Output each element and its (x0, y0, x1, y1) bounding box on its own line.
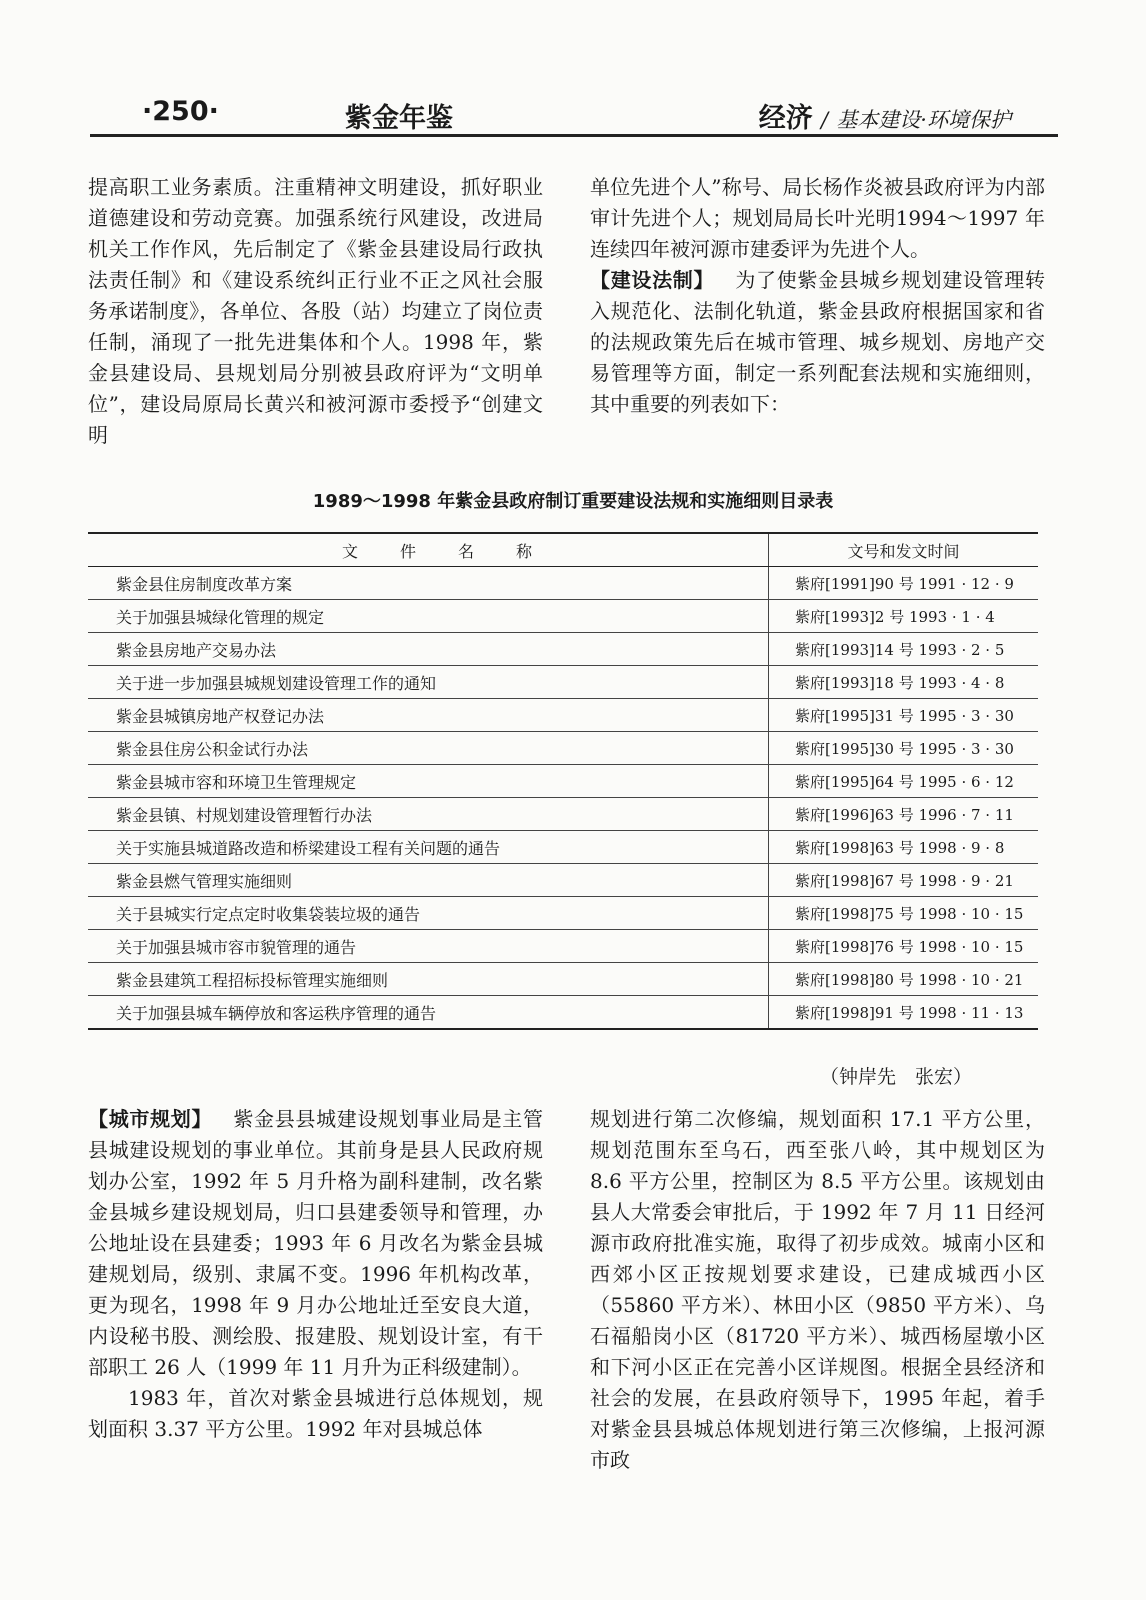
section-label (759, 96, 1011, 135)
table-row (88, 963, 1038, 996)
section-tag-planning: 【城市规划】 (88, 1107, 213, 1131)
row-name: 紫金县燃气管理实施细则 (88, 864, 769, 897)
running-header (90, 96, 1056, 136)
paragraph-continued-right: 单位先进个人”称号、局长杨作炎被县政府评为内部审计先进个人；规划局局长叶光明1994～1997 年连续四年被河源市建委评为先进个人。 (590, 175, 1045, 261)
table-row (88, 897, 1038, 930)
table-header-row (88, 533, 1038, 567)
row-name: 紫金县住房制度改革方案 (88, 567, 769, 600)
table-row (88, 765, 1038, 798)
table-row (88, 567, 1038, 600)
row-name: 紫金县房地产交易办法 (88, 633, 769, 666)
table-row (88, 699, 1038, 732)
page-number: ·250· (142, 96, 219, 127)
row-doc: 紫府[1993]14 号 1993 · 2 · 5 (769, 633, 1039, 666)
row-doc: 紫府[1998]91 号 1998 · 11 · 13 (769, 996, 1039, 1030)
legal-text: 为了使紫金县城乡规划建设管理转入规范化、法制化轨道，紫金县政府根据国家和省的法规政策先后在城市管理、城乡规划、房地产交易管理等方面，制定一系列配套法规和实施细则，其中重要的列表如下： (590, 268, 1046, 416)
paragraph-continued: 提高职工业务素质。注重精神文明建设，抓好职业道德建设和劳动竞赛。加强系统行风建设，改进局机关工作作风，先后制定了《紫金县建设局行政执法责任制》和《建设系统纠正行业不正之风社会服务承诺制度》，各单位、各股（站）均建立了岗位责任制，涌现了一批先进集体和个人。1998 年，紫金县建设局、县规划局分别被县政府评为“文明单位”，建设局原局长黄兴和被河源市委授予“创建文明 (88, 175, 543, 447)
book-title: 紫金年鉴 (345, 103, 453, 134)
row-name: 关于进一步加强县城规划建设管理工作的通知 (88, 666, 769, 699)
row-doc: 紫府[1991]90 号 1991 · 12 · 9 (769, 567, 1039, 600)
top-left-column (88, 172, 543, 451)
header-rule (90, 134, 1058, 137)
row-name: 紫金县镇、村规划建设管理暂行办法 (88, 798, 769, 831)
table-row (88, 996, 1038, 1030)
table-row (88, 798, 1038, 831)
header-doc-name: 文件名称 (88, 533, 769, 567)
row-name: 紫金县城市容和环境卫生管理规定 (88, 765, 769, 798)
paragraph-planning (88, 1104, 543, 1383)
table-row (88, 831, 1038, 864)
author-credit: （钟岸先 张宏） (820, 1066, 973, 1088)
top-right-column (590, 172, 1045, 420)
planning-text: 紫金县县城建设规划事业局是主管县城建设规划的事业单位。其前身是县人民政府规划办公室，1992 年 5 月升格为副科建制，改名紫金县城乡建设规划局，归口县建委领导和管理，办公地址设在县建委；1993 年 6 月改名为紫金县城建规划局，级别、隶属不变。1996 年机构改革，更为现名，1998 年 9 月办公地址迁至安良大道，内设秘书股、测绘股、报建股、规划设计室，有干部职工 26 人（1999 年 11 月升为正科级建制）。 (88, 1107, 544, 1379)
paragraph-1983: 1983 年，首次对紫金县城进行总体规划，规划面积 3.37 平方公里。1992 年对县城总体 (88, 1386, 543, 1441)
row-name: 关于加强县城市容市貌管理的通告 (88, 930, 769, 963)
table-title: 1989～1998 年紫金县政府制订重要建设法规和实施细则目录表 (312, 491, 834, 512)
table-row (88, 930, 1038, 963)
paragraph-legal (590, 265, 1045, 420)
header-doc-number: 文号和发文时间 (769, 533, 1039, 567)
row-doc: 紫府[1996]63 号 1996 · 7 · 11 (769, 798, 1039, 831)
row-name: 紫金县建筑工程招标投标管理实施细则 (88, 963, 769, 996)
row-doc: 紫府[1998]67 号 1998 · 9 · 21 (769, 864, 1039, 897)
table-row (88, 732, 1038, 765)
row-name: 关于实施县城道路改造和桥梁建设工程有关问题的通告 (88, 831, 769, 864)
bottom-left-column (88, 1104, 543, 1445)
row-doc: 紫府[1993]18 号 1993 · 4 · 8 (769, 666, 1039, 699)
row-name: 关于县城实行定点定时收集袋装垃圾的通告 (88, 897, 769, 930)
table-row (88, 600, 1038, 633)
regulations-table (88, 532, 1038, 1030)
row-name: 紫金县住房公积金试行办法 (88, 732, 769, 765)
row-doc: 紫府[1995]30 号 1995 · 3 · 30 (769, 732, 1039, 765)
section-separator: / (820, 108, 829, 132)
row-doc: 紫府[1998]63 号 1998 · 9 · 8 (769, 831, 1039, 864)
row-name: 紫金县城镇房地产权登记办法 (88, 699, 769, 732)
table-row (88, 864, 1038, 897)
row-doc: 紫府[1998]76 号 1998 · 10 · 15 (769, 930, 1039, 963)
table-row (88, 633, 1038, 666)
paragraph-revision: 规划进行第二次修编，规划面积 17.1 平方公里，规划范围东至乌石，西至张八岭，其中规划区为 8.6 平方公里，控制区为 8.5 平方公里。该规划由县人大常委会审批后，于 1992 年 7 月 11 日经河源市政府批准实施，取得了初步成效。城南小区和西郊小区正按规划要求建设，已建成城西小区（55860 平方米）、林田小区（9850 平方米）、乌石福船岗小区（81720 平方米）、城西杨屋墩小区和下河小区正在完善小区详规图。根据全县经济和社会的发展，在县政府领导下，1995 年起，着手对紫金县县城总体规划进行第三次修编，上报河源市政 (590, 1107, 1045, 1472)
row-name: 关于加强县城车辆停放和客运秩序管理的通告 (88, 996, 769, 1030)
row-doc: 紫府[1993]2 号 1993 · 1 · 4 (769, 600, 1039, 633)
row-doc: 紫府[1998]80 号 1998 · 10 · 21 (769, 963, 1039, 996)
row-doc: 紫府[1998]75 号 1998 · 10 · 15 (769, 897, 1039, 930)
section-tag-legal: 【建设法制】 (590, 268, 715, 292)
table-row (88, 666, 1038, 699)
section-main: 经济 (758, 103, 813, 134)
row-doc: 紫府[1995]31 号 1995 · 3 · 30 (769, 699, 1039, 732)
row-name: 关于加强县城绿化管理的规定 (88, 600, 769, 633)
bottom-right-column (590, 1104, 1045, 1476)
section-sub: 基本建设·环境保护 (836, 108, 1011, 132)
row-doc: 紫府[1995]64 号 1995 · 6 · 12 (769, 765, 1039, 798)
